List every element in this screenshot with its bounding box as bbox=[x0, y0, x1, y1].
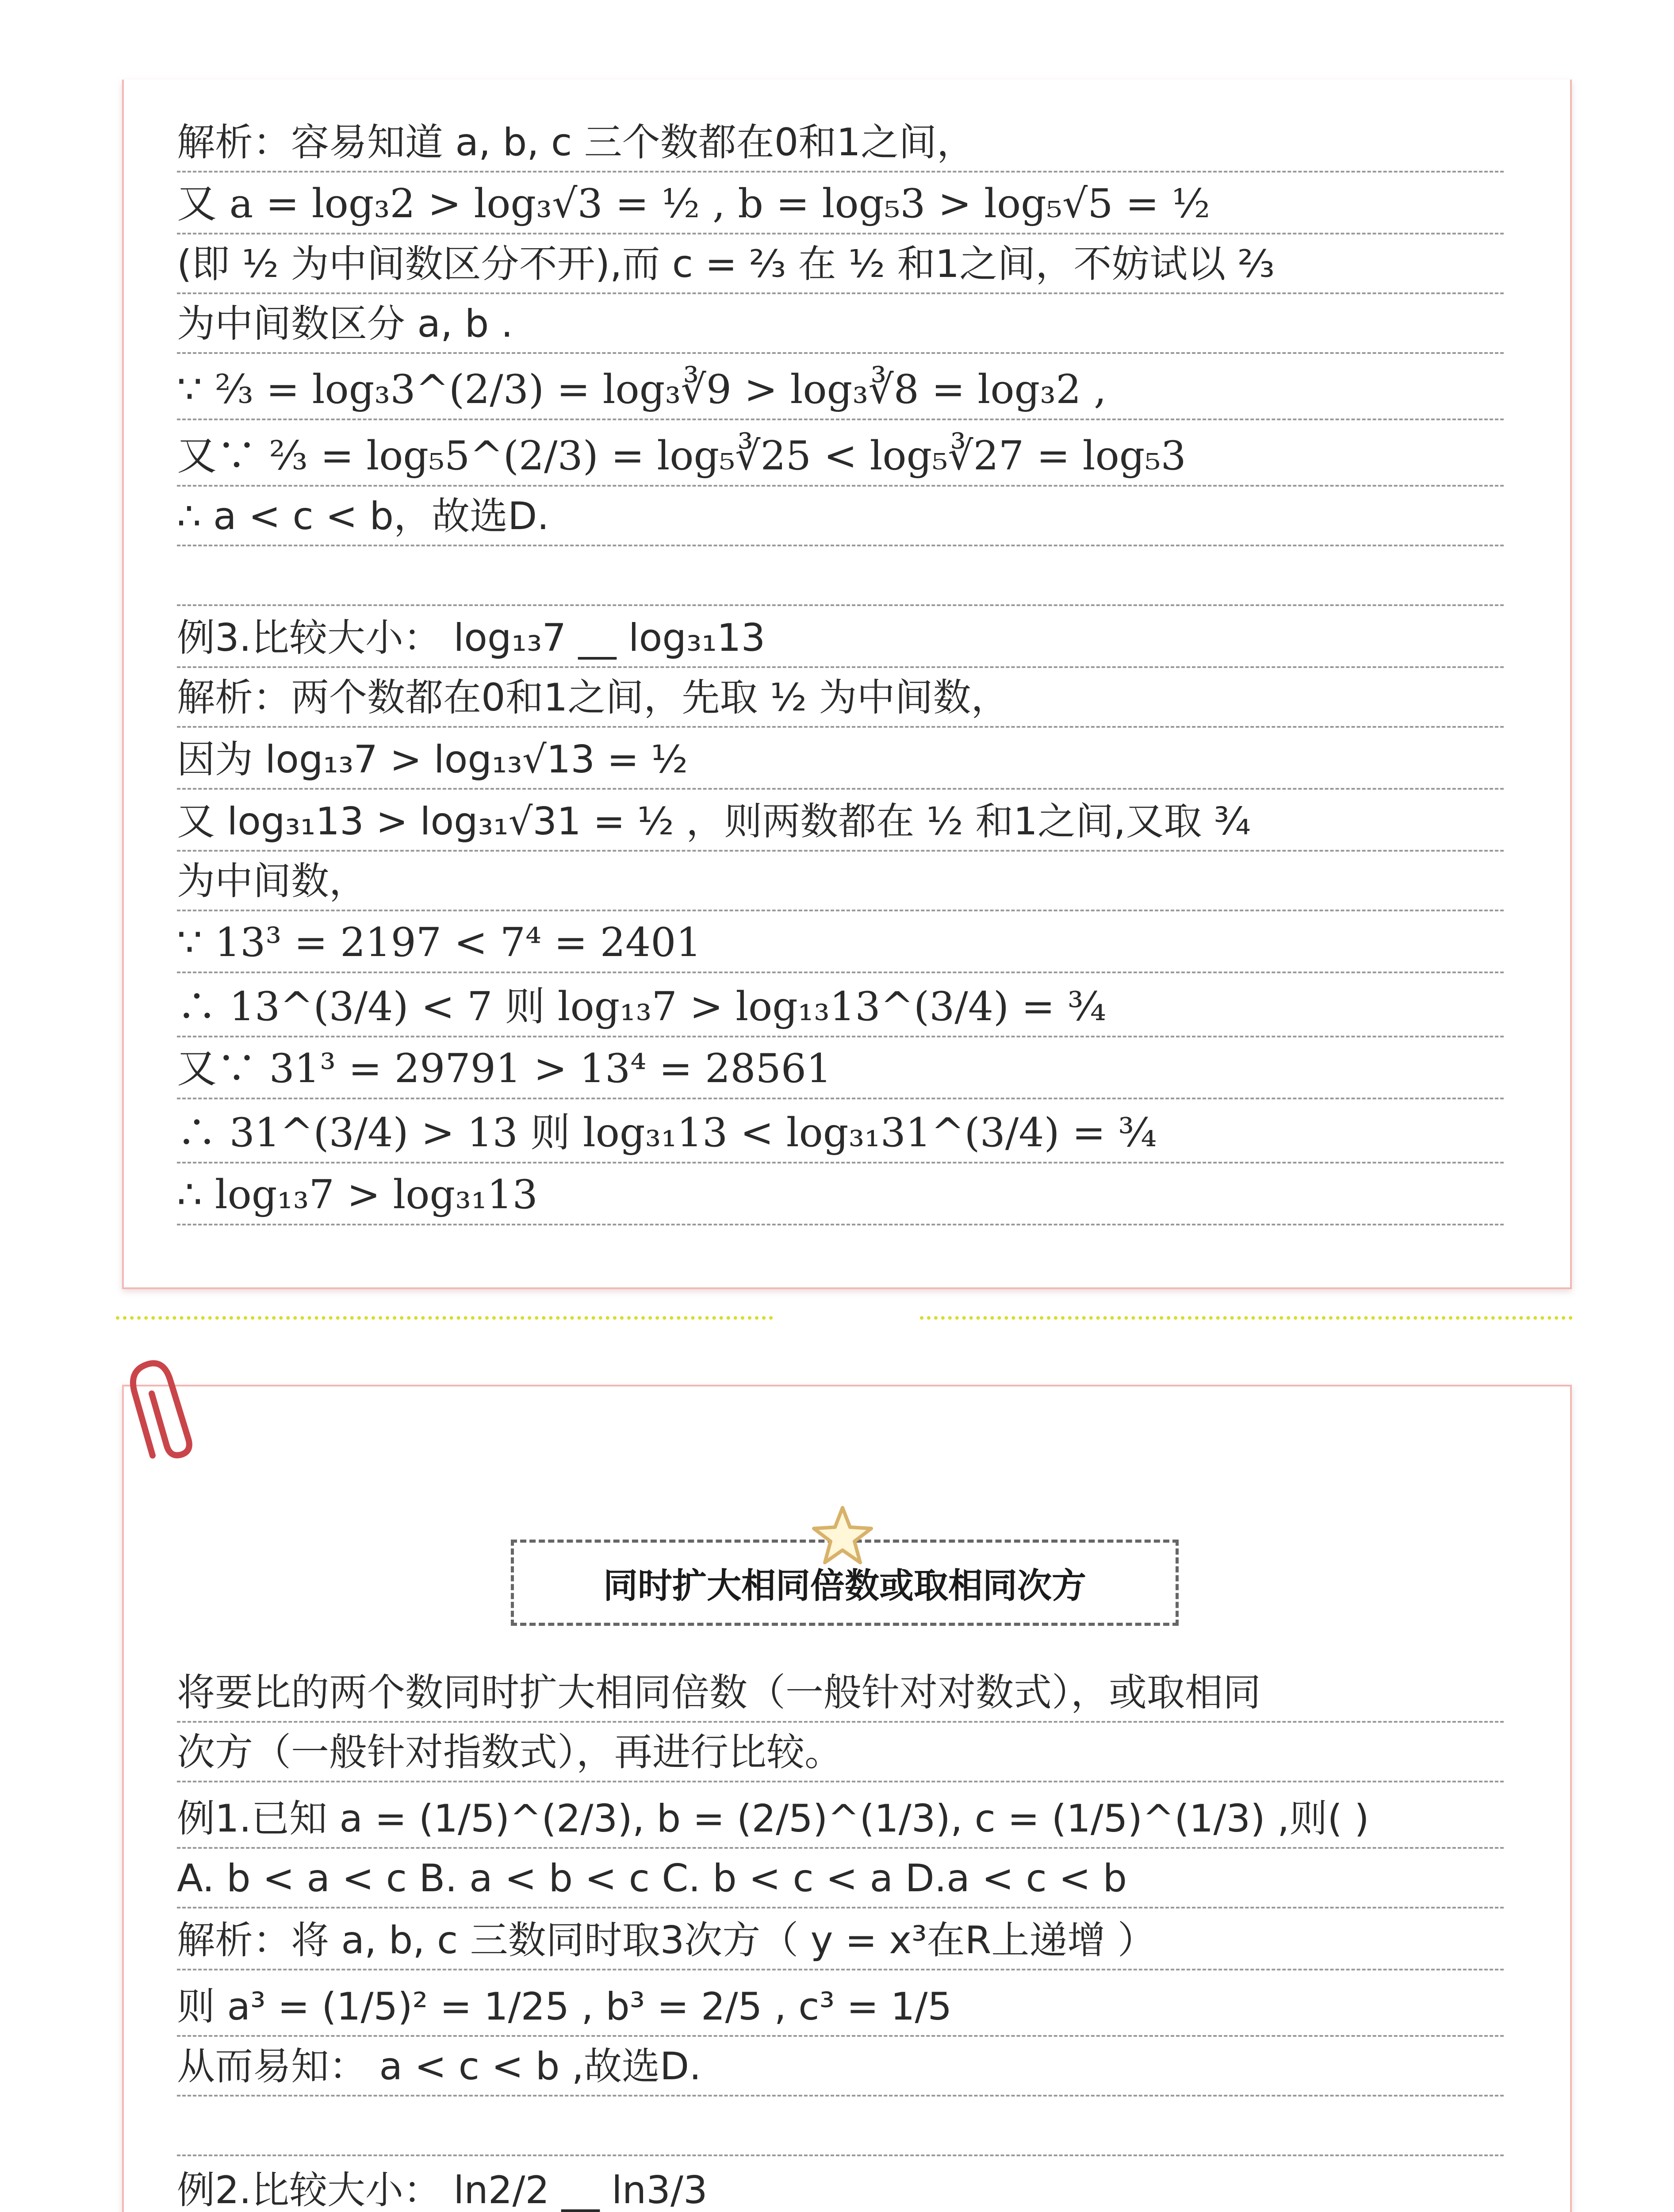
math-line: ∴ 13^(3/4) < 7 则 log₁₃7 > log₁₃13^(3/4) = ¾ bbox=[177, 973, 1504, 1037]
math-line: ∵ 13³ = 2197 < 7⁴ = 2401 bbox=[177, 911, 1504, 973]
options-line: A. b < a < c B. a < b < c C. b < c < a D.a < c < b bbox=[177, 1849, 1504, 1909]
math-line: 则 a³ = (1/5)² = 1/25 , b³ = 2/5 , c³ = 1/5 bbox=[177, 1970, 1504, 2037]
text-line: 为中间数区分 a, b . bbox=[177, 294, 1504, 354]
blank-line bbox=[177, 2097, 1504, 2156]
math-line: 因为 log₁₃7 > log₁₃√13 = ½ bbox=[177, 728, 1504, 790]
math-line: ∵ ⅔ = log₃3^(2/3) = log₃∛9 > log₃∛8 = log₃2 , bbox=[177, 354, 1504, 420]
math-line: 又 a = log₃2 > log₃√3 = ½ , b = log₅3 > log₅√5 = ½ bbox=[177, 173, 1504, 234]
text-line: 解析：容易知道 a, b, c 三个数都在0和1之间， bbox=[177, 80, 1504, 173]
math-line: 又∵ ⅔ = log₅5^(2/3) = log₅∛25 < log₅∛27 = log₅3 bbox=[177, 420, 1504, 487]
example-line: 例3.比较大小： log₁₃7 __ log₃₁13 bbox=[177, 606, 1504, 668]
solution-lines-1 bbox=[177, 80, 1504, 1225]
star-icon bbox=[809, 1504, 876, 1566]
text-line: ∴ a < c < b，故选D. bbox=[177, 487, 1504, 546]
solution-lines-2 bbox=[177, 1656, 1504, 2212]
text-line: 解析：将 a, b, c 三数同时取3次方（ y = x³在R上递增 ） bbox=[177, 1909, 1504, 1970]
section-title: 同时扩大相同倍数或取相同次方 bbox=[603, 1566, 1086, 1606]
text-line: 解析：两个数都在0和1之间，先取 ½ 为中间数， bbox=[177, 668, 1504, 728]
math-line: 又∵ 31³ = 29791 > 13⁴ = 28561 bbox=[177, 1037, 1504, 1099]
section-separator-right bbox=[920, 1316, 1573, 1320]
text-line: 为中间数， bbox=[177, 852, 1504, 911]
text-line: 从而易知： a < c < b ,故选D. bbox=[177, 2037, 1504, 2097]
blank-line bbox=[177, 546, 1504, 606]
math-line: ∴ log₁₃7 > log₃₁13 bbox=[177, 1164, 1504, 1225]
paperclip-icon bbox=[126, 1345, 206, 1460]
math-line: 又 log₃₁13 > log₃₁√31 = ½ ，则两数都在 ½ 和1之间,又取 ¾ bbox=[177, 790, 1504, 852]
text-line: 次方（一般针对指数式），再进行比较。 bbox=[177, 1723, 1504, 1782]
section-separator-left bbox=[116, 1316, 773, 1320]
note-card-1 bbox=[122, 80, 1572, 1289]
example-line: 例2.比较大小： ln2/2 __ ln3/3 bbox=[177, 2156, 1504, 2212]
text-line: 将要比的两个数同时扩大相同倍数（一般针对对数式），或取相同 bbox=[177, 1656, 1504, 1723]
text-line: (即 ½ 为中间数区分不开),而 c = ⅔ 在 ½ 和1之间，不妨试以 ⅔ bbox=[177, 234, 1504, 294]
example-line: 例1.已知 a = (1/5)^(2/3), b = (2/5)^(1/3), c = (1/5)^(1/3) ,则( ) bbox=[177, 1782, 1504, 1849]
math-line: ∴ 31^(3/4) > 13 则 log₃₁13 < log₃₁31^(3/4) = ¾ bbox=[177, 1099, 1504, 1164]
